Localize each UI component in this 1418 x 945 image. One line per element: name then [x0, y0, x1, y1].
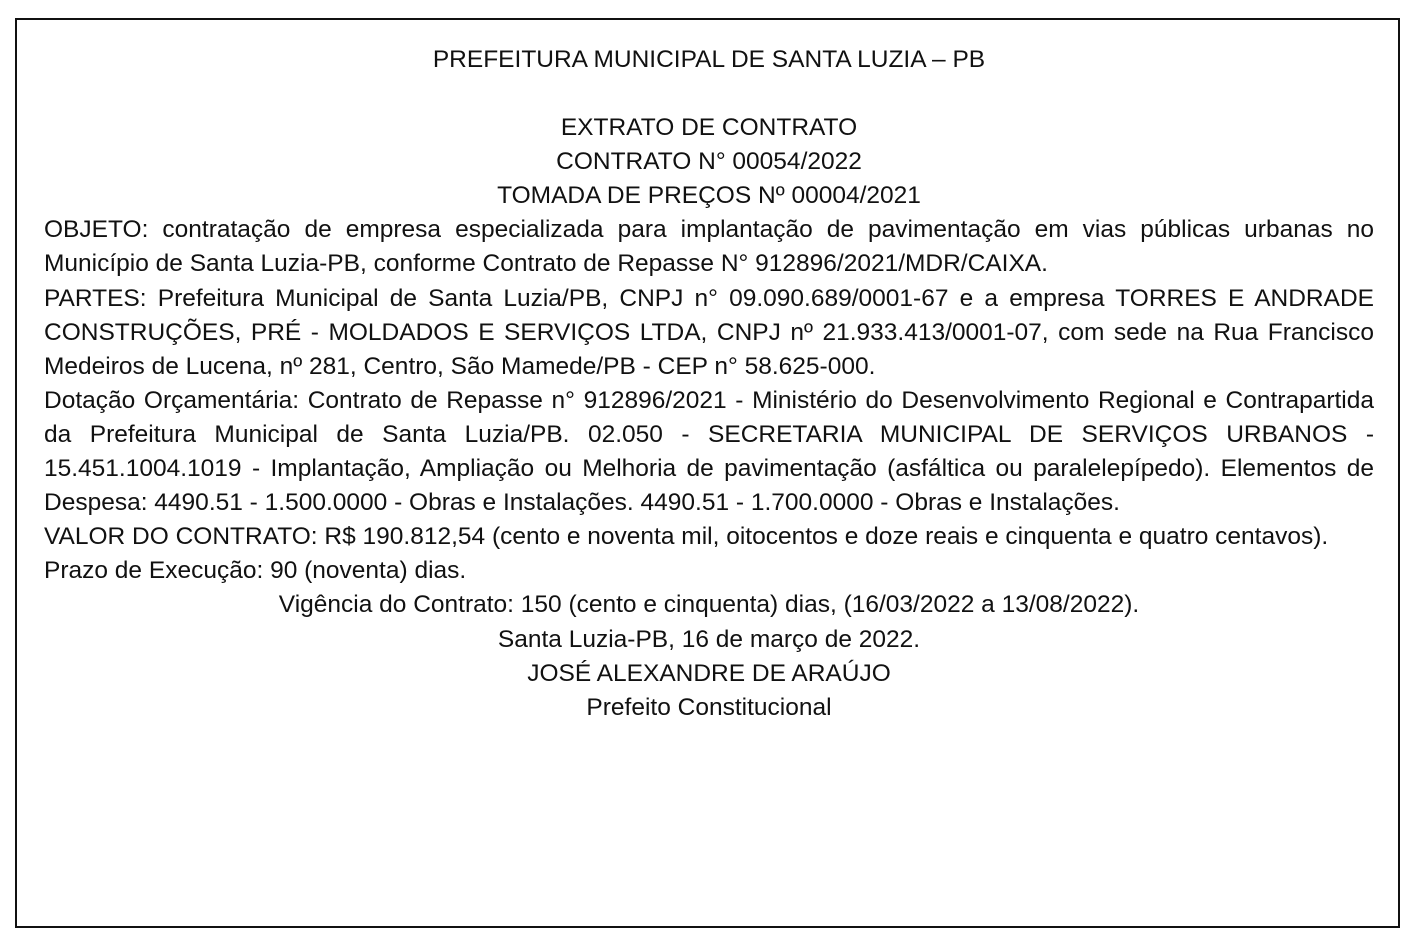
value-section: VALOR DO CONTRATO: R$ 190.812,54 (cento e noventa mil, oitocentos e doze reais e cinquenta e quatro centavos).: [44, 523, 1329, 551]
tender-number: TOMADA DE PREÇOS Nº 00004/2021: [497, 182, 921, 210]
header-spacer: [44, 77, 1374, 111]
place-date: Santa Luzia-PB, 16 de março de 2022.: [497, 625, 921, 653]
signatory-name: JOSÉ ALEXANDRE DE ARAÚJO: [527, 659, 891, 687]
contract-validity: Vigência do Contrato: 150 (cento e cinquenta) dias, (16/03/2022 a 13/08/2022).: [278, 591, 1140, 619]
object-section: OBJETO: contratação de empresa especializada para implantação de pavimentação em vias públicas urbanas no Município de Santa Luzia-PB, conforme Contrato de Repasse N° 912896/2021/MDR/CAIXA.: [44, 216, 1374, 278]
parties-section: PARTES: Prefeitura Municipal de Santa Luzia/PB, CNPJ n° 09.090.689/0001-67 e a empresa TORRES E ANDRADE CONSTRUÇÕES, PRÉ - MOLDADOS E SERVIÇOS LTDA, CNPJ nº 21.933.413/0001-07, com sede na Rua Francisco Medeiros de Lucena, nº 281, Centro, São Mamede/PB - CEP n° 58.625-000.: [44, 284, 1374, 380]
execution-term: Prazo de Execução: 90 (noventa) dias.: [44, 557, 467, 585]
extract-title: EXTRATO DE CONTRATO: [560, 114, 858, 142]
municipality-header: PREFEITURA MUNICIPAL DE SANTA LUZIA – PB: [432, 46, 986, 73]
contract-extract: [44, 43, 1374, 725]
signatory-role: Prefeito Constitucional: [586, 693, 832, 721]
contract-number: CONTRATO N° 00054/2022: [556, 148, 862, 176]
budget-section: Dotação Orçamentária: Contrato de Repasse n° 912896/2021 - Ministério do Desenvolvimento Regional e Contrapartida da Prefeitura Municipal de Santa Luzia/PB. 02.050 - SECRETARIA MUNICIPAL DE SERVIÇOS URBANOS - 15.451.1004.1019 - Implantação, Ampliação ou Melhoria de pavimentação (asfáltica ou paralelepípedo). Elementos de Despesa: 4490.51 - 1.500.0000 - Obras e Instalações. 4490.51 - 1.700.0000 - Obras e Instalações.: [44, 386, 1374, 517]
